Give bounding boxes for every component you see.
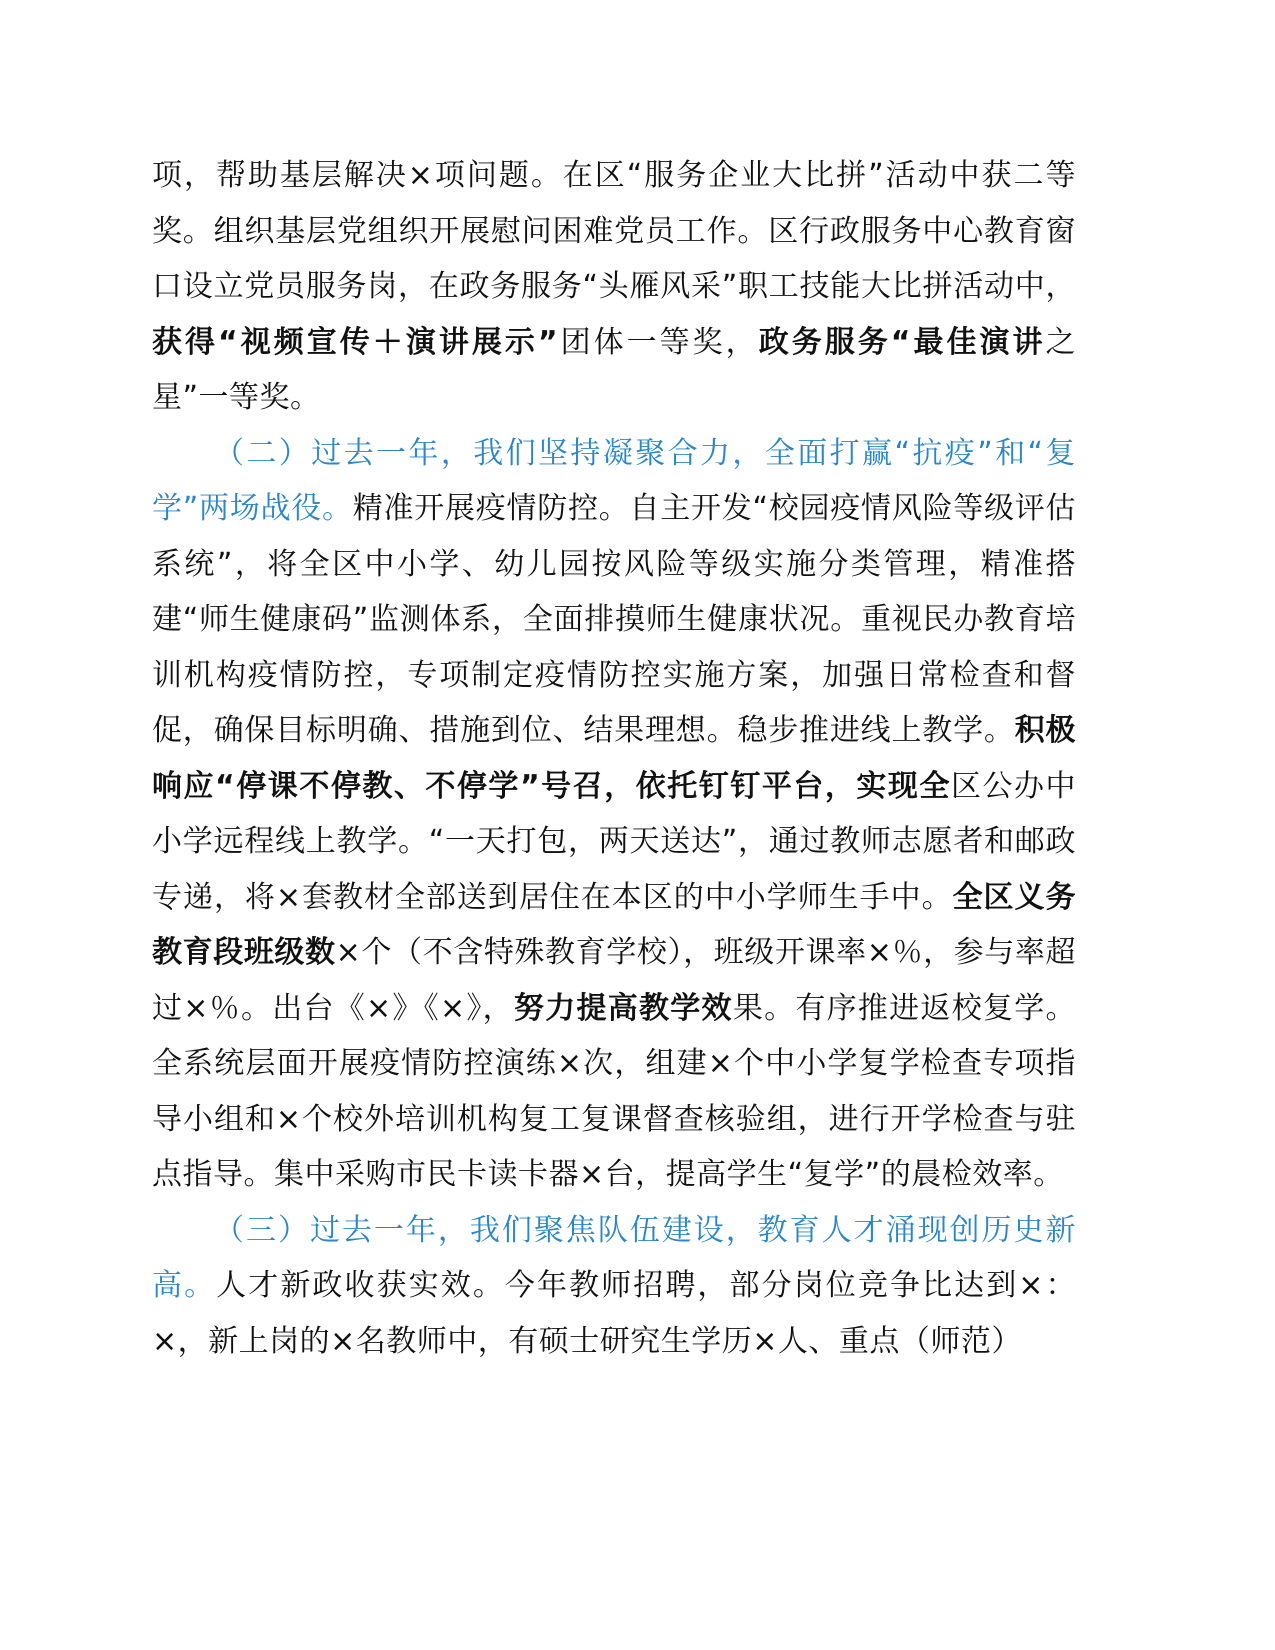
paragraph-section-2 [152,426,1076,1203]
paragraph-text: 精准开展疫情防控。自主开发“校园疫情风险等级评估系统”，将全区中小学、幼儿园按风险等级实施分类管理，精准搭建“师生健康码”监测体系，全面排摸师生健康状况。重视民办教育培训机构疫情防控，专项制定疫情防控实施方案，加强日常检查和督促，确保目标明确、措施到位、结果理想。稳步推进线上教学。 [152,491,1077,748]
section-heading: （三）过去一年，我们聚焦队伍建设，教育人才涌现创历史新高。 [152,1212,1076,1303]
paragraph-text: 区公办中小学远程线上教学。“一天打包，两天送达”，通过教师志愿者和邮政专递，将×套教材全部送到居住在本区的中小学师生手中。 [152,768,1076,915]
document-body [152,148,1076,1369]
paragraph-bold-text: 政务服务“最佳演讲 [758,324,1046,360]
paragraph-text: 项，帮助基层解决×项问题。在区“服务企业大比拼”活动中获二等奖。组织基层党组织开展慰问困难党员工作。区行政服务中心教育窗口设立党员服务岗，在政务服务“头雁风采”职工技能大比拼活动中， [152,158,1076,304]
paragraph-text: 之星”一等奖。 [152,324,1077,415]
paragraph-bold-text: 努力提高教学效 [513,990,733,1026]
paragraph-bold-text: 积极响应“停课不停教、不停学”号召，依托钉钉平台，实现全 [152,713,1077,804]
paragraph-text: 果。有序推进返校复学。全系统层面开展疫情防控演练×次，组建×个中小学复学检查专项指导小组和×个校外培训机构复工复课督查核验组，进行开学检查与驻点指导。集中采购市民卡读卡器×台，提高学生“复学”的晨检效率。 [152,990,1077,1192]
paragraph-bold-text: 全区义务教育段班级数 [152,879,1076,970]
paragraph-text: 团体一等奖， [558,324,759,360]
paragraph-text: ×个（不含特殊教育学校），班级开课率×％，参与率超过×％。出台《×》《×》， [152,935,1077,1026]
paragraph-bold-text: 获得“视频宣传＋演讲展示” [152,324,559,360]
paragraph-text: 人才新政收获实效。今年教师招聘，部分岗位竞争比达到×：×，新上岗的×名教师中，有硕士研究生学历×人、重点（师范） [152,1268,1076,1359]
section-heading: （二）过去一年，我们坚持凝聚合力，全面打赢“抗疫”和“复学”两场战役。 [152,435,1076,526]
paragraph-section-3 [152,1203,1076,1370]
paragraph-continued [152,148,1076,426]
